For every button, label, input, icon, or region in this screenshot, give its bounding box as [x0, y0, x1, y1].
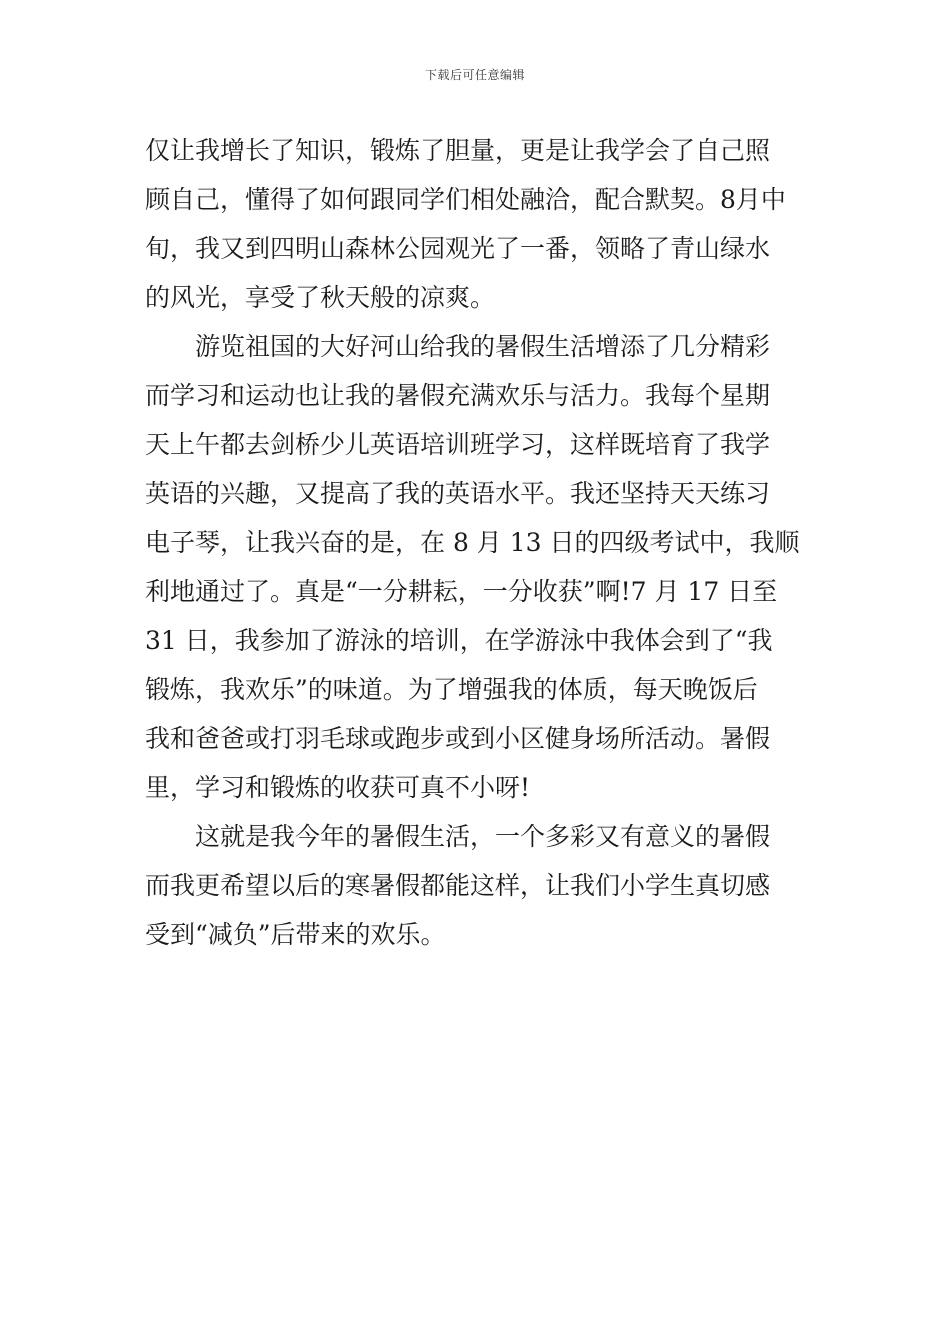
text-line: 旬，我又到四明山森林公园观光了一番，领略了青山绿水 [145, 234, 771, 263]
text-line: 仅让我增长了知识，锻炼了胆量，更是让我学会了自己照 [145, 136, 771, 165]
text-line: 天上午都去剑桥少儿英语培训班学习，这样既培育了我学 [145, 430, 771, 459]
text-line: 顾自己，懂得了如何跟同学们相处融洽，配合默契。8月中 [145, 185, 786, 214]
text-line: 这就是我今年的暑假生活，一个多彩又有意义的暑假 [145, 822, 771, 851]
text-line: 受到“减负”后带来的欢乐。 [145, 920, 446, 949]
text-line: 的风光，享受了秋天般的凉爽。 [145, 283, 496, 312]
text-line: 利地通过了。真是“一分耕耘，一分收获”啊!7 月 17 日至 [145, 577, 778, 606]
text-line: 电子琴，让我兴奋的是，在 8 月 13 日的四级考试中，我顺 [145, 528, 800, 557]
text-line: 31 日，我参加了游泳的培训，在学游泳中我体会到了“我 [145, 626, 773, 655]
page-header-note: 下载后可任意编辑 [424, 68, 525, 82]
text-line: 里，学习和锻炼的收获可真不小呀! [145, 773, 531, 802]
text-line: 而学习和运动也让我的暑假充满欢乐与活力。我每个星期 [145, 381, 771, 410]
text-line: 我和爸爸或打羽毛球或跑步或到小区健身场所活动。暑假 [145, 724, 771, 753]
text-line: 锻炼，我欢乐”的味道。为了增强我的体质，每天晚饭后 [145, 675, 758, 704]
text-line: 而我更希望以后的寒暑假都能这样，让我们小学生真切感 [145, 871, 771, 900]
body-text [145, 126, 805, 959]
text-line: 游览祖国的大好河山给我的暑假生活增添了几分精彩 [145, 332, 771, 361]
text-line: 英语的兴趣，又提高了我的英语水平。我还坚持天天练习 [145, 479, 771, 508]
